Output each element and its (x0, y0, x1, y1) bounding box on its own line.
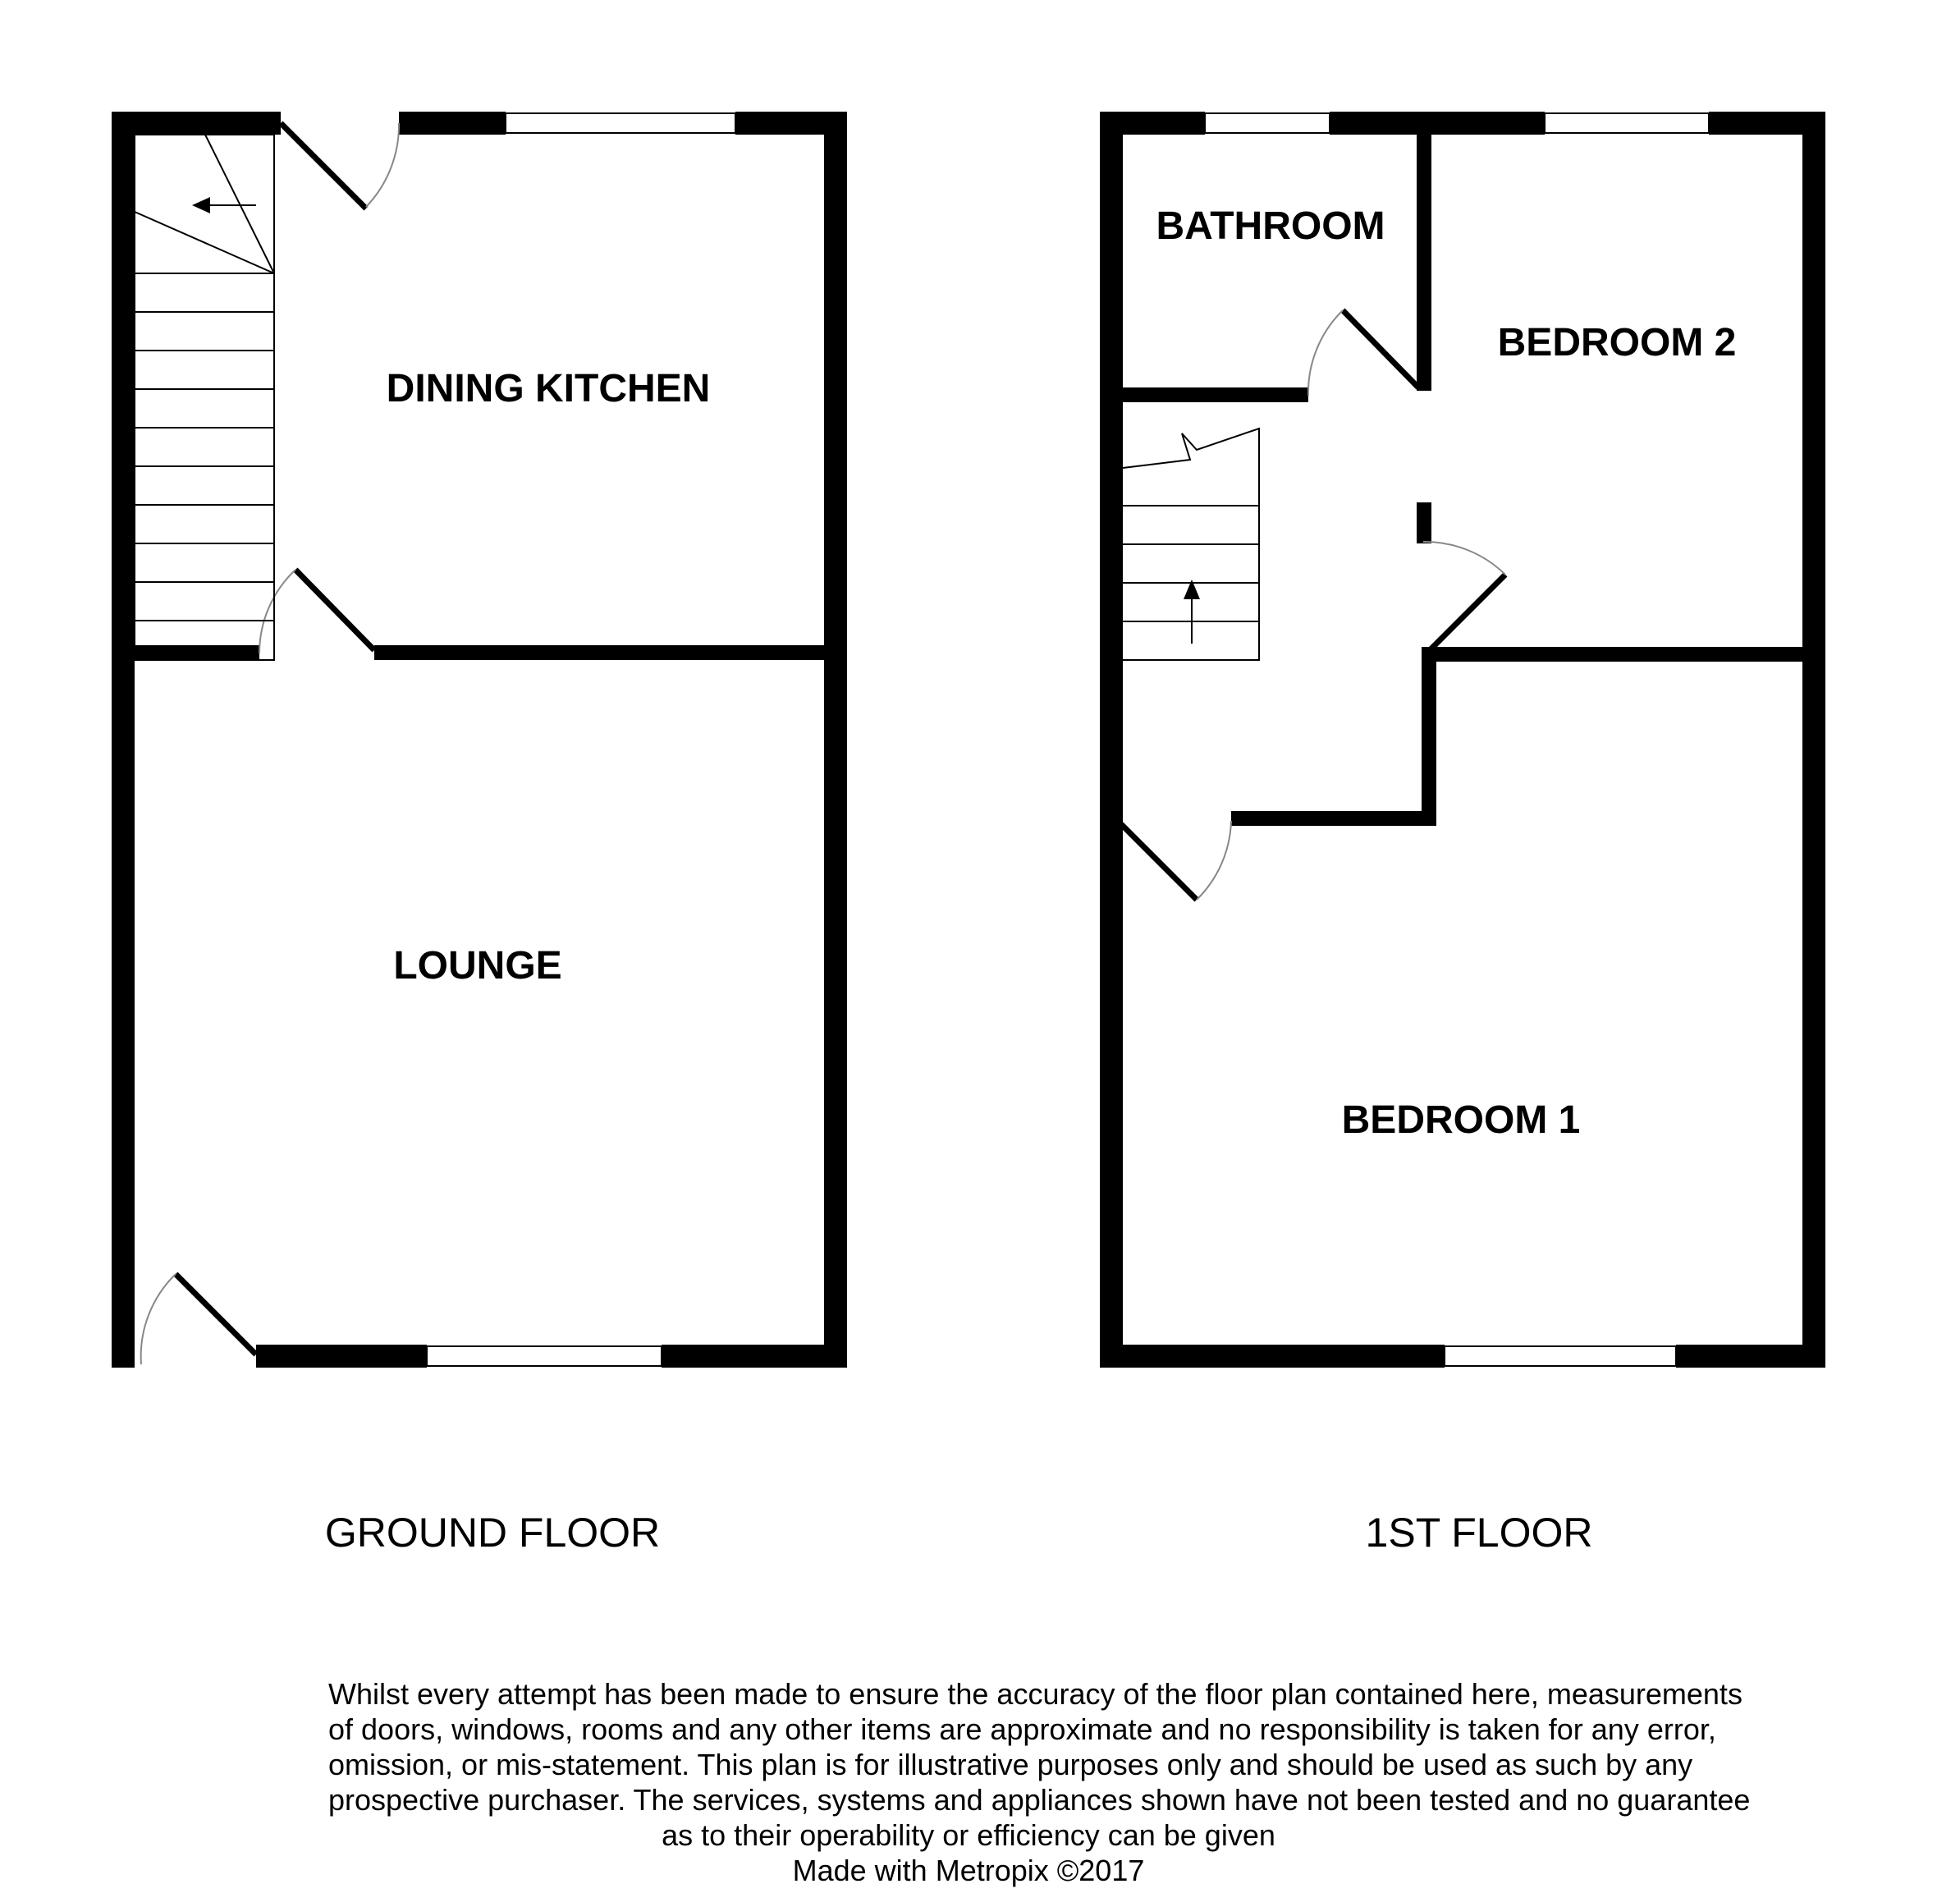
first-floor-windows (1205, 113, 1709, 1366)
room-label-bedroom-1: BEDROOM 1 (1341, 1098, 1581, 1142)
lounge-window (427, 1346, 662, 1366)
ground-floor-plan (112, 112, 847, 1556)
room-label-lounge: LOUNGE (393, 944, 562, 988)
bedroom-2-window (1545, 113, 1709, 133)
disclaimer (328, 1676, 1751, 1888)
bedroom-2-door (1423, 542, 1505, 652)
ground-floor-windows (427, 113, 735, 1366)
bathroom-door (1308, 310, 1418, 396)
ground-floor-doors (141, 123, 399, 1364)
disclaimer-line: Whilst every attempt has been made to ensure the accuracy of the floor plan contained here, measurements (328, 1677, 1742, 1711)
bedroom-1-window (1445, 1346, 1676, 1366)
ground-floor-stairs (135, 135, 274, 660)
kitchen-lounge-door (259, 570, 374, 653)
credit-line: Made with Metropix ©2017 (792, 1854, 1145, 1887)
first-floor-walls (1100, 112, 1825, 1368)
disclaimer-line: as to their operability or efficiency can be given (662, 1818, 1275, 1852)
back-door (281, 123, 399, 209)
disclaimer-line: omission, or mis-statement. This plan is for illustrative purposes only and should be used as such by any (328, 1748, 1693, 1781)
bedroom-1-door (1121, 821, 1231, 900)
room-label-bedroom-2: BEDROOM 2 (1497, 321, 1737, 364)
room-label-bathroom: BATHROOM (1156, 204, 1385, 248)
stairs-direction-arrow (192, 197, 210, 213)
first-floor-stairs (1123, 429, 1259, 660)
room-label-dining-kitchen: DINING KITCHEN (386, 367, 711, 410)
disclaimer-line: prospective purchaser. The services, systems and appliances shown have not been tested and no guarantee (328, 1783, 1751, 1817)
first-floor-plan (1100, 112, 1825, 1556)
bathroom-window (1205, 113, 1330, 133)
first-floor-title: 1ST FLOOR (1365, 1510, 1593, 1556)
front-door (141, 1274, 256, 1364)
disclaimer-line: of doors, windows, rooms and any other items are approximate and no responsibility is taken for any error, (328, 1712, 1716, 1746)
ground-floor-title: GROUND FLOOR (324, 1510, 661, 1556)
ground-floor-walls (112, 112, 847, 1368)
kitchen-window (506, 113, 735, 133)
